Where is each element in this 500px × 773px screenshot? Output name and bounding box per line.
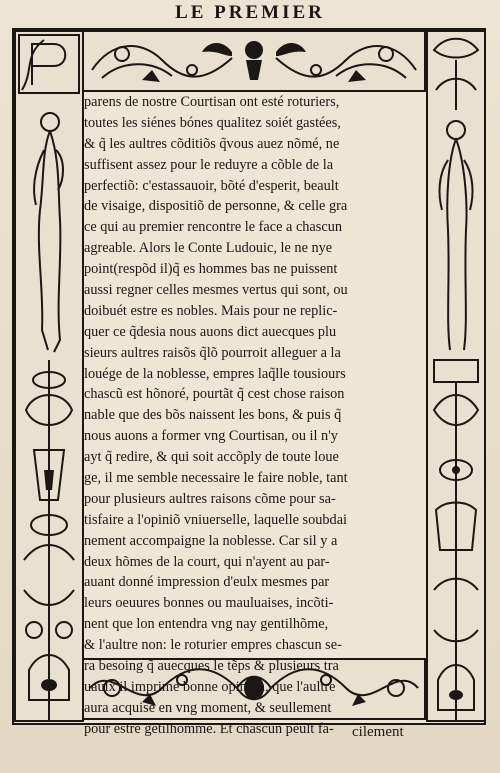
text-line: auant donné impression d'eulx mesmes par <box>84 574 330 591</box>
text-line: ra besoing q̃ auecques le tẽps & plusieurs tra <box>84 658 339 675</box>
text-line: point(respõd il)q̃ es hommes bas ne puissent <box>84 261 338 278</box>
text-line: & q̃ les aultres cõditiõs q̃vous auez nõmé, ne <box>84 135 340 152</box>
text-line: nable que des bõs naissent les bons, & puis q̃ <box>84 407 342 424</box>
text-line: tisfaire a l'opiniõ vniuerselle, laquelle soubdai <box>84 511 348 528</box>
text-line: aura acquise en vng moment, & seullement <box>84 699 332 716</box>
text-line: ayt q̃ redire, & qui soit accõply de toute loue <box>84 449 339 466</box>
running-title: LE PREMIER <box>175 2 325 23</box>
text-line: toutes les siénes bónes qualitez soiét gastées, <box>84 114 341 131</box>
text-line: nous auons a former vng Courtisan, ou il n'y <box>84 428 338 445</box>
text-line: perfectiõ: c'estassauoir, bõté d'esperit, beault <box>84 177 339 194</box>
text-line: de visaige, dispositiõ de personne, & celle gra <box>84 198 348 215</box>
text-line: nement accompaigne la noblesse. Car sil y a <box>84 532 338 549</box>
text-line: deux hõmes de la court, qui n'ayent au par- <box>84 553 330 570</box>
text-line: pour plusieurs aultres raisons cõme pour sa- <box>84 490 336 507</box>
text-line: agreable. Alors le Conte Ludouic, le ne nye <box>84 240 333 257</box>
text-line: aussi regner celles mesmes vertus qui sont, ou <box>84 282 348 299</box>
text-line: & l'aultre non: le roturier empres chascun se- <box>84 637 342 654</box>
left-pillar-ornament <box>14 30 84 722</box>
right-pillar-ornament <box>426 30 486 722</box>
text-line: quer ce q̃desia nous auons dict auecques plu <box>84 323 337 340</box>
text-line: parens de nostre Courtisan ont esté roturiers, <box>84 94 340 110</box>
catchword: cilement <box>352 724 404 740</box>
text-line: sieurs aultres raisõs q̃lõ pourroit alleguer a la <box>84 344 341 361</box>
top-ornament-panel <box>82 30 426 92</box>
text-line: leurs oeuures bonnes ou mauluaises, incõti- <box>84 595 334 612</box>
text-line: uaulx il imprime bonne opinion, que l'aultre <box>84 678 336 695</box>
text-line: suffisent assez pour le reduyre a cõble de la <box>84 156 334 173</box>
text-line: louége de la noblesse, empres laq̃lle tousiours <box>84 365 346 382</box>
text-line: doibuét estre es nobles. Mais pour ne replic- <box>84 302 338 319</box>
text-line: nent que lon entendra vng nay gentilhõme, <box>84 616 329 633</box>
text-line: pour estre gẽtilhomme. Et chascun peult fa- <box>84 720 334 737</box>
text-line: chascũ est hõnoré, pourtãt q̃ cest chose raison <box>84 386 345 403</box>
text-line: ge, il me semble necessaire le faire noble, tant <box>84 470 348 487</box>
text-line: ce qui au premier rencontre le face a chascun <box>84 219 342 236</box>
